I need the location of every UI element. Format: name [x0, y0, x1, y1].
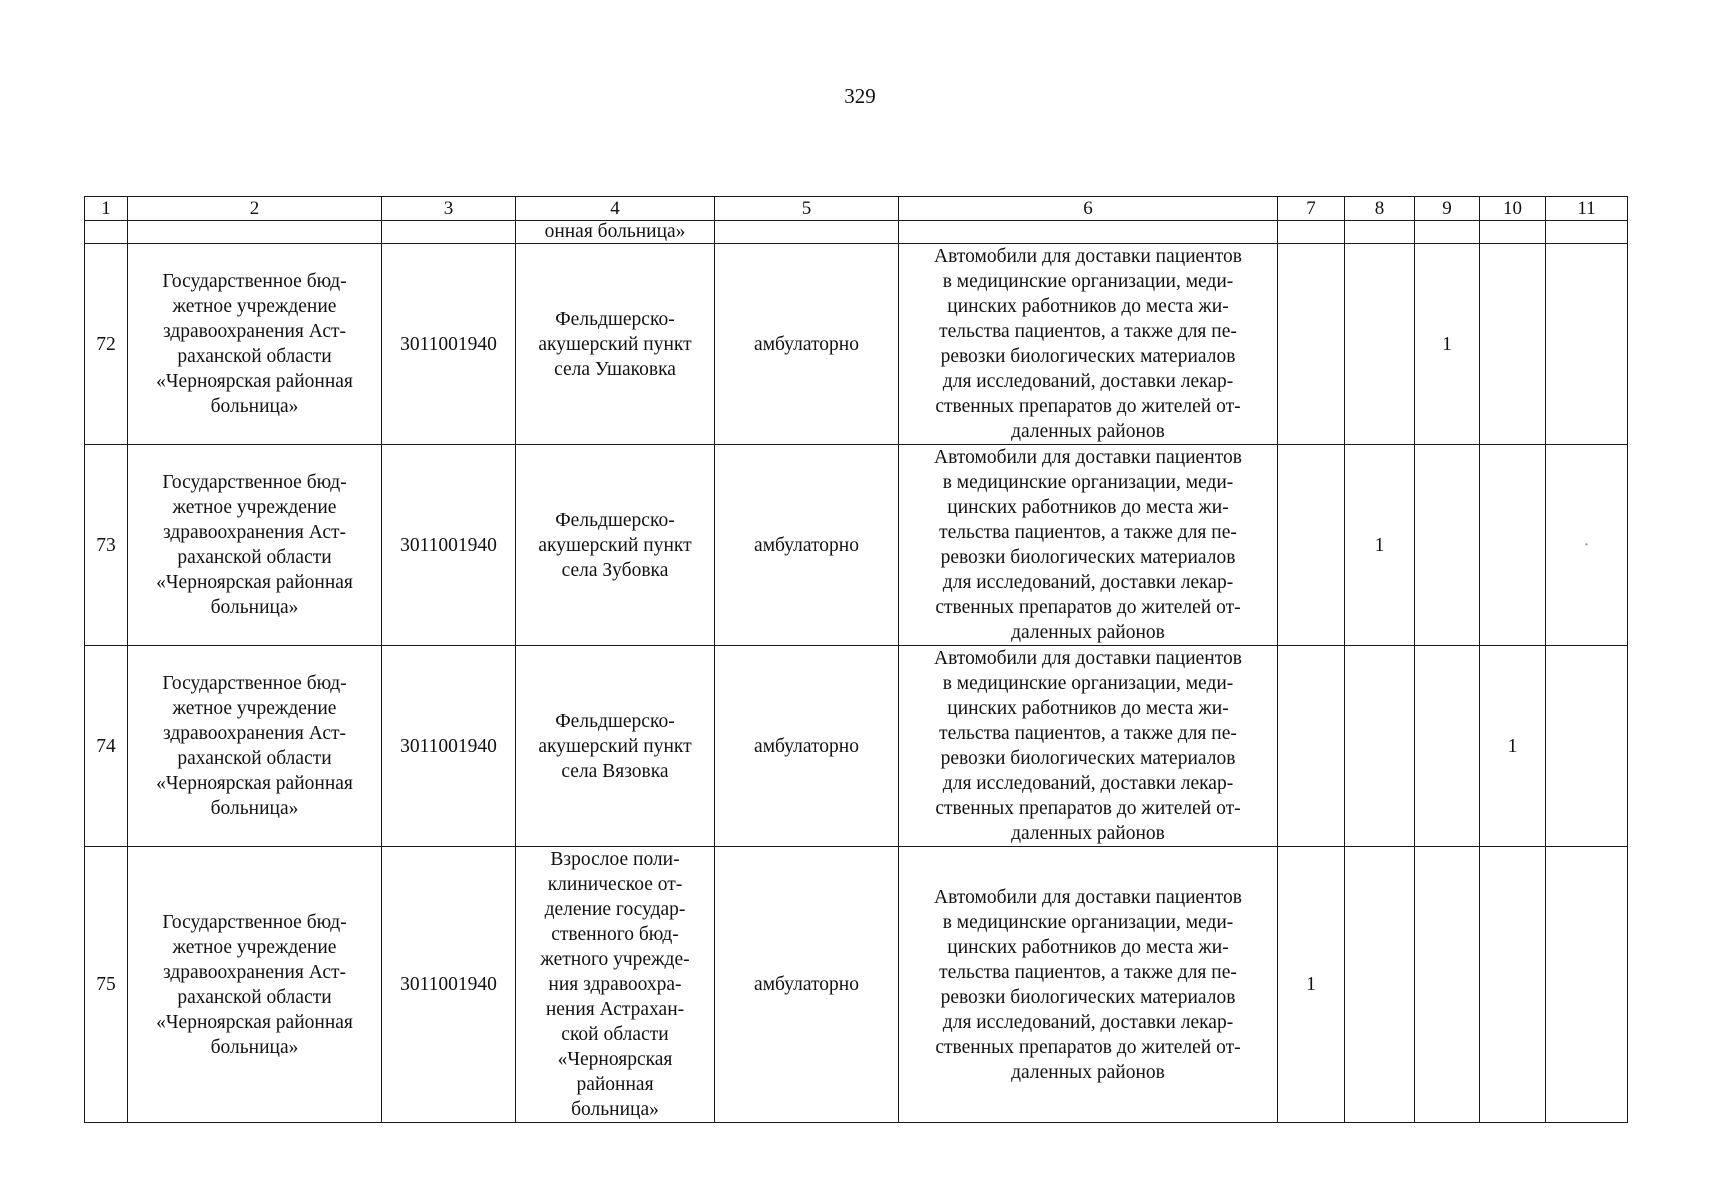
- inn-cell: 3011001940: [382, 445, 516, 646]
- vehicle-allocation-table: [84, 196, 1628, 1123]
- header-cell: 8: [1345, 197, 1415, 221]
- header-cell: 9: [1415, 197, 1480, 221]
- table-cell: [128, 221, 382, 244]
- header-cell: 10: [1480, 197, 1546, 221]
- count-cell-col10: [1480, 244, 1546, 445]
- count-cell-col11: [1546, 244, 1628, 445]
- inn-cell: 3011001940: [382, 244, 516, 445]
- count-cell-col10: [1480, 847, 1546, 1123]
- count-cell-col11: ·: [1546, 445, 1628, 646]
- unit-cell: Фельдшерско- акушерский пункт села Вязовка: [516, 646, 715, 847]
- care-type-cell: амбулаторно: [715, 244, 899, 445]
- count-cell-col9: [1415, 646, 1480, 847]
- row-number-cell: 73: [85, 445, 128, 646]
- count-cell-col8: 1: [1345, 445, 1415, 646]
- table-cell: [1546, 221, 1628, 244]
- vehicle-description-cell: Автомобили для доставки пациентов в медицинские организации, меди- цинских работников до места жи- тельства пациентов, а также для пе- ревозки биологических материалов для исследований, доставки лекар- ственных препаратов до жителей от- даленных районов: [899, 244, 1278, 445]
- row-number-cell: 72: [85, 244, 128, 445]
- header-cell: 7: [1278, 197, 1345, 221]
- header-cell: 11: [1546, 197, 1628, 221]
- unit-cell: Взрослое поли- клиническое от- деление государ- ственного бюд- жетного учрежде- ния здравоохра- нения Астрахан- ской области «Черноярская районная больница»: [516, 847, 715, 1123]
- inn-cell: 3011001940: [382, 646, 516, 847]
- continuation-unit-cell: онная больница»: [516, 221, 715, 244]
- header-cell: 1: [85, 197, 128, 221]
- unit-cell: Фельдшерско- акушерский пункт села Ушаковка: [516, 244, 715, 445]
- count-cell-col7: 1: [1278, 847, 1345, 1123]
- count-cell-col11: [1546, 646, 1628, 847]
- table-cell: [1480, 221, 1546, 244]
- organization-cell: Государственное бюд- жетное учреждение здравоохранения Аст- раханской области «Черноярская районная больница»: [128, 847, 382, 1123]
- header-cell: 6: [899, 197, 1278, 221]
- care-type-cell: амбулаторно: [715, 847, 899, 1123]
- unit-cell: Фельдшерско- акушерский пункт села Зубовка: [516, 445, 715, 646]
- table-cell: [85, 221, 128, 244]
- vehicle-description-cell: Автомобили для доставки пациентов в медицинские организации, меди- цинских работников до места жи- тельства пациентов, а также для пе- ревозки биологических материалов для исследований, доставки лекар- ственных препаратов до жителей от- даленных районов: [899, 445, 1278, 646]
- table-cell: [715, 221, 899, 244]
- count-cell-col9: [1415, 445, 1480, 646]
- header-cell: 3: [382, 197, 516, 221]
- inn-cell: 3011001940: [382, 847, 516, 1123]
- count-cell-col8: [1345, 244, 1415, 445]
- count-cell-col10: 1: [1480, 646, 1546, 847]
- count-cell-col9: 1: [1415, 244, 1480, 445]
- organization-cell: Государственное бюд- жетное учреждение здравоохранения Аст- раханской области «Черноярская районная больница»: [128, 646, 382, 847]
- care-type-cell: амбулаторно: [715, 646, 899, 847]
- table-row: [85, 847, 1628, 1123]
- vehicle-description-cell: Автомобили для доставки пациентов в медицинские организации, меди- цинских работников до места жи- тельства пациентов, а также для пе- ревозки биологических материалов для исследований, доставки лекар- ственных препаратов до жителей от- даленных районов: [899, 646, 1278, 847]
- count-cell-col7: [1278, 445, 1345, 646]
- header-cell: 2: [128, 197, 382, 221]
- table-cell: [1278, 221, 1345, 244]
- table-cell: [1415, 221, 1480, 244]
- row-number-cell: 75: [85, 847, 128, 1123]
- header-cell: 5: [715, 197, 899, 221]
- header-cell: 4: [516, 197, 715, 221]
- care-type-cell: амбулаторно: [715, 445, 899, 646]
- count-cell-col7: [1278, 646, 1345, 847]
- row-number-cell: 74: [85, 646, 128, 847]
- page-number: 329: [844, 84, 876, 108]
- count-cell-col8: [1345, 847, 1415, 1123]
- count-cell-col11: [1546, 847, 1628, 1123]
- table-cell: [899, 221, 1278, 244]
- table-row: [85, 445, 1628, 646]
- count-cell-col10: [1480, 445, 1546, 646]
- vehicle-description-cell: Автомобили для доставки пациентов в медицинские организации, меди- цинских работников до места жи- тельства пациентов, а также для пе- ревозки биологических материалов для исследований, доставки лекар- ственных препаратов до жителей от- даленных районов: [899, 847, 1278, 1123]
- count-cell-col9: [1415, 847, 1480, 1123]
- continuation-row: [85, 221, 1628, 244]
- table-cell: [382, 221, 516, 244]
- table-row: [85, 646, 1628, 847]
- table-cell: [1345, 221, 1415, 244]
- count-cell-col8: [1345, 646, 1415, 847]
- count-cell-col7: [1278, 244, 1345, 445]
- organization-cell: Государственное бюд- жетное учреждение здравоохранения Аст- раханской области «Черноярская районная больница»: [128, 244, 382, 445]
- organization-cell: Государственное бюд- жетное учреждение здравоохранения Аст- раханской области «Черноярская районная больница»: [128, 445, 382, 646]
- column-number-header-row: [85, 197, 1628, 221]
- table-row: [85, 244, 1628, 445]
